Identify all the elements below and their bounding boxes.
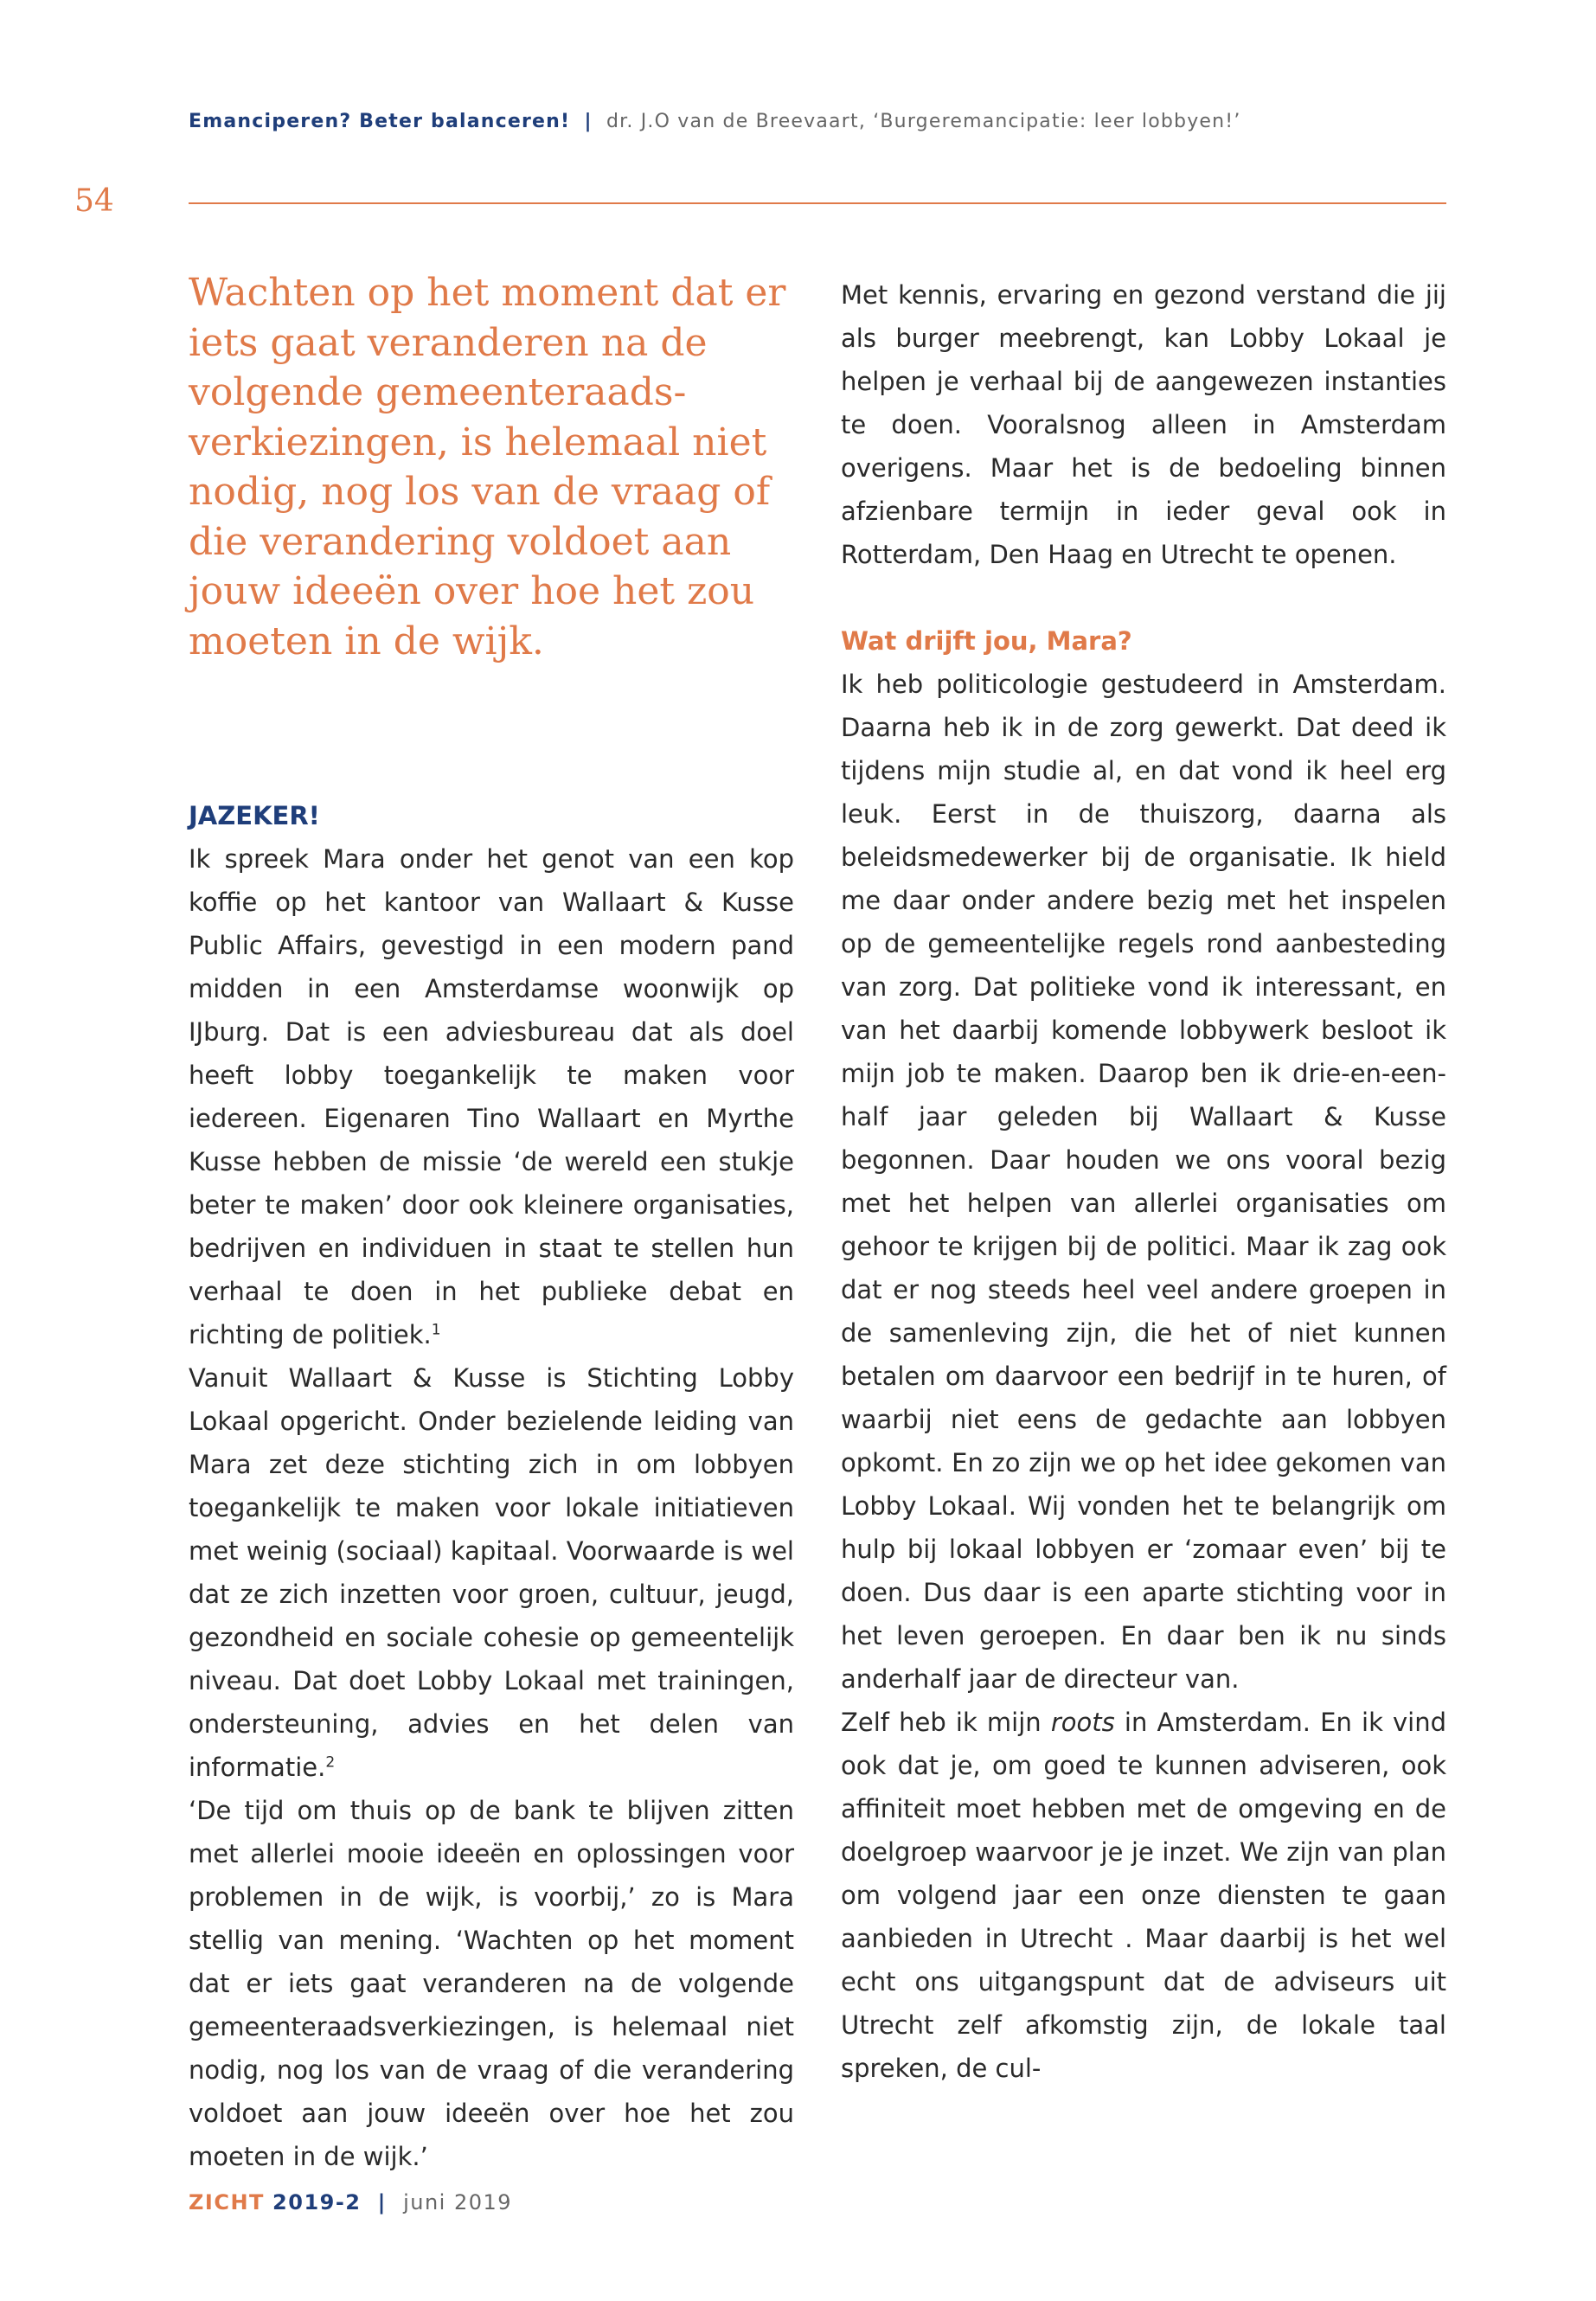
right-paragraph-3-start: Zelf heb ik mijn (841, 1708, 1042, 1737)
left-paragraph-2 (189, 1356, 794, 1789)
footnote-ref-1: 1 (431, 1321, 441, 1339)
footer-separator: | (377, 2190, 387, 2214)
section-heading-wat-drijft-jou: Wat drijft jou, Mara? (841, 626, 1132, 656)
footnote-ref-2: 2 (325, 1753, 336, 1772)
pull-quote: Wachten op het moment dat er iets gaat veranderen na de volgende gemeenteraads-verkiezingen, is helemaal niet nodig, nog los van de vraag of die verandering voldoet aan jouw ideeën over hoe het zou moeten in de wijk. (189, 271, 786, 663)
header-subtitle: dr. J.O van de Breevaart, ‘Burgeremancipatie: leer lobbyen!’ (606, 111, 1241, 132)
right-column (841, 273, 1446, 2090)
section-heading-jazeker: JAZEKER! (189, 801, 320, 830)
page-number: 54 (74, 183, 114, 219)
left-paragraph-1-text: Ik spreek Mara onder het genot van een kop koffie op het kantoor van Wallaart & Kusse Public Affairs, gevestigd in een modern pand midden in een Amsterdamse woonwijk op IJburg. Dat is een adviesbureau dat als doel heeft lobby toegankelijk te maken voor iedereen. Eigenaren Tino Wallaart en Myrthe Kusse hebben de missie ‘de wereld een stukje beter te maken’ door ook kleinere organisaties, bedrijven en individuen in staat te stellen hun verhaal te doen in het publieke debat en richting de politiek. (189, 844, 794, 1349)
footer-issue: 2019-2 (272, 2190, 362, 2214)
right-paragraph-2: Ik heb politicologie gestudeerd in Amsterdam. Daarna heb ik in de zorg gewerkt. Dat deed ik tijdens mijn studie al, en dat vond ik heel erg leuk. Eerst in de thuiszorg, daarna als beleidsmedewerker bij de organisatie. Ik hield me daar onder andere bezig met het inspelen op de gemeentelijke regels rond aanbesteding van zorg. Dat politieke vond ik interessant, en van het daarbij komende lobbywerk besloot ik mijn job te maken. Daarop ben ik drie-en-een-half jaar geleden bij Wallaart & Kusse begonnen. Daar houden we ons vooral bezig met het helpen van allerlei organisaties om gehoor te krijgen bij de politici. Maar ik zag ook dat er nog steeds heel veel andere groepen in de samenleving zijn, die het of niet kunnen betalen om daarvoor een bedrijf in te huren, of waarbij niet eens de gedachte aan lobbyen opkomt. En zo zijn we op het idee gekomen van Lobby Lokaal. Wij vonden het te belangrijk om hulp bij lokaal lobbyen er ‘zomaar even’ bij te doen. Dus daar is een aparte stichting voor in het leven geroepen. En daar ben ik nu sinds anderhalf jaar de directeur van. (841, 670, 1446, 1694)
left-paragraph-2-text: Vanuit Wallaart & Kusse is Stichting Lobby Lokaal opgericht. Onder bezielende leiding van Mara zet deze stichting zich in om lobbyen toegankelijk te maken voor lokale initiatieven met weinig (sociaal) kapitaal. Voorwaarde is wel dat ze zich inzetten voor groen, cultuur, jeugd, gezondheid en sociale cohesie op gemeentelijk niveau. Dat doet Lobby Lokaal met trainingen, ondersteuning, advies en het delen van informatie. (189, 1363, 794, 1782)
right-paragraph-3-end: in Amsterdam. En ik vind ook dat je, om goed te kunnen adviseren, ook affiniteit moet hebben met de omgeving en de doelgroep waarvoor je je inzet. We zijn van plan om volgend jaar een onze diensten te gaan aanbieden in Utrecht . Maar daarbij is het wel echt ons uitgangspunt dat de adviseurs uit Utrecht zelf afkomstig zijn, de lokale taal spreken, de cul- (841, 1708, 1447, 2083)
footer-brand: ZICHT (189, 2190, 265, 2214)
paragraph-gap (841, 576, 1446, 619)
right-paragraph-3 (841, 1701, 1446, 2090)
footer-date: juni 2019 (403, 2190, 513, 2214)
running-header (189, 111, 1241, 132)
header-rule (189, 202, 1446, 204)
footer (189, 2190, 512, 2214)
header-separator: | (584, 111, 593, 132)
right-paragraph-1: Met kennis, ervaring en gezond verstand die jij als burger meebrengt, kan Lobby Lokaal je helpen je verhaal bij de aangewezen instanties te doen. Vooralsnog alleen in Amsterdam overigens. Maar het is de bedoeling binnen afzienbare termijn in ieder geval ook in Rotterdam, Den Haag en Utrecht te openen. (841, 280, 1446, 569)
header-title: Emanciperen? Beter balanceren! (189, 111, 571, 132)
emphasis-roots: roots (1050, 1708, 1115, 1737)
left-paragraph-3: ‘De tijd om thuis op de bank te blijven zitten met allerlei mooie ideeën en oplossingen voor problemen in de wijk, is voorbij,’ zo is Mara stellig van mening. ‘Wachten op het moment dat er iets gaat veranderen na de volgende gemeenteraadsverkiezingen, is helemaal niet nodig, nog los van de vraag of die verandering voldoet aan jouw ideeën over hoe het zou moeten in de wijk.’ (189, 1796, 794, 2171)
left-column (189, 794, 794, 2178)
left-paragraph-1 (189, 837, 794, 1356)
